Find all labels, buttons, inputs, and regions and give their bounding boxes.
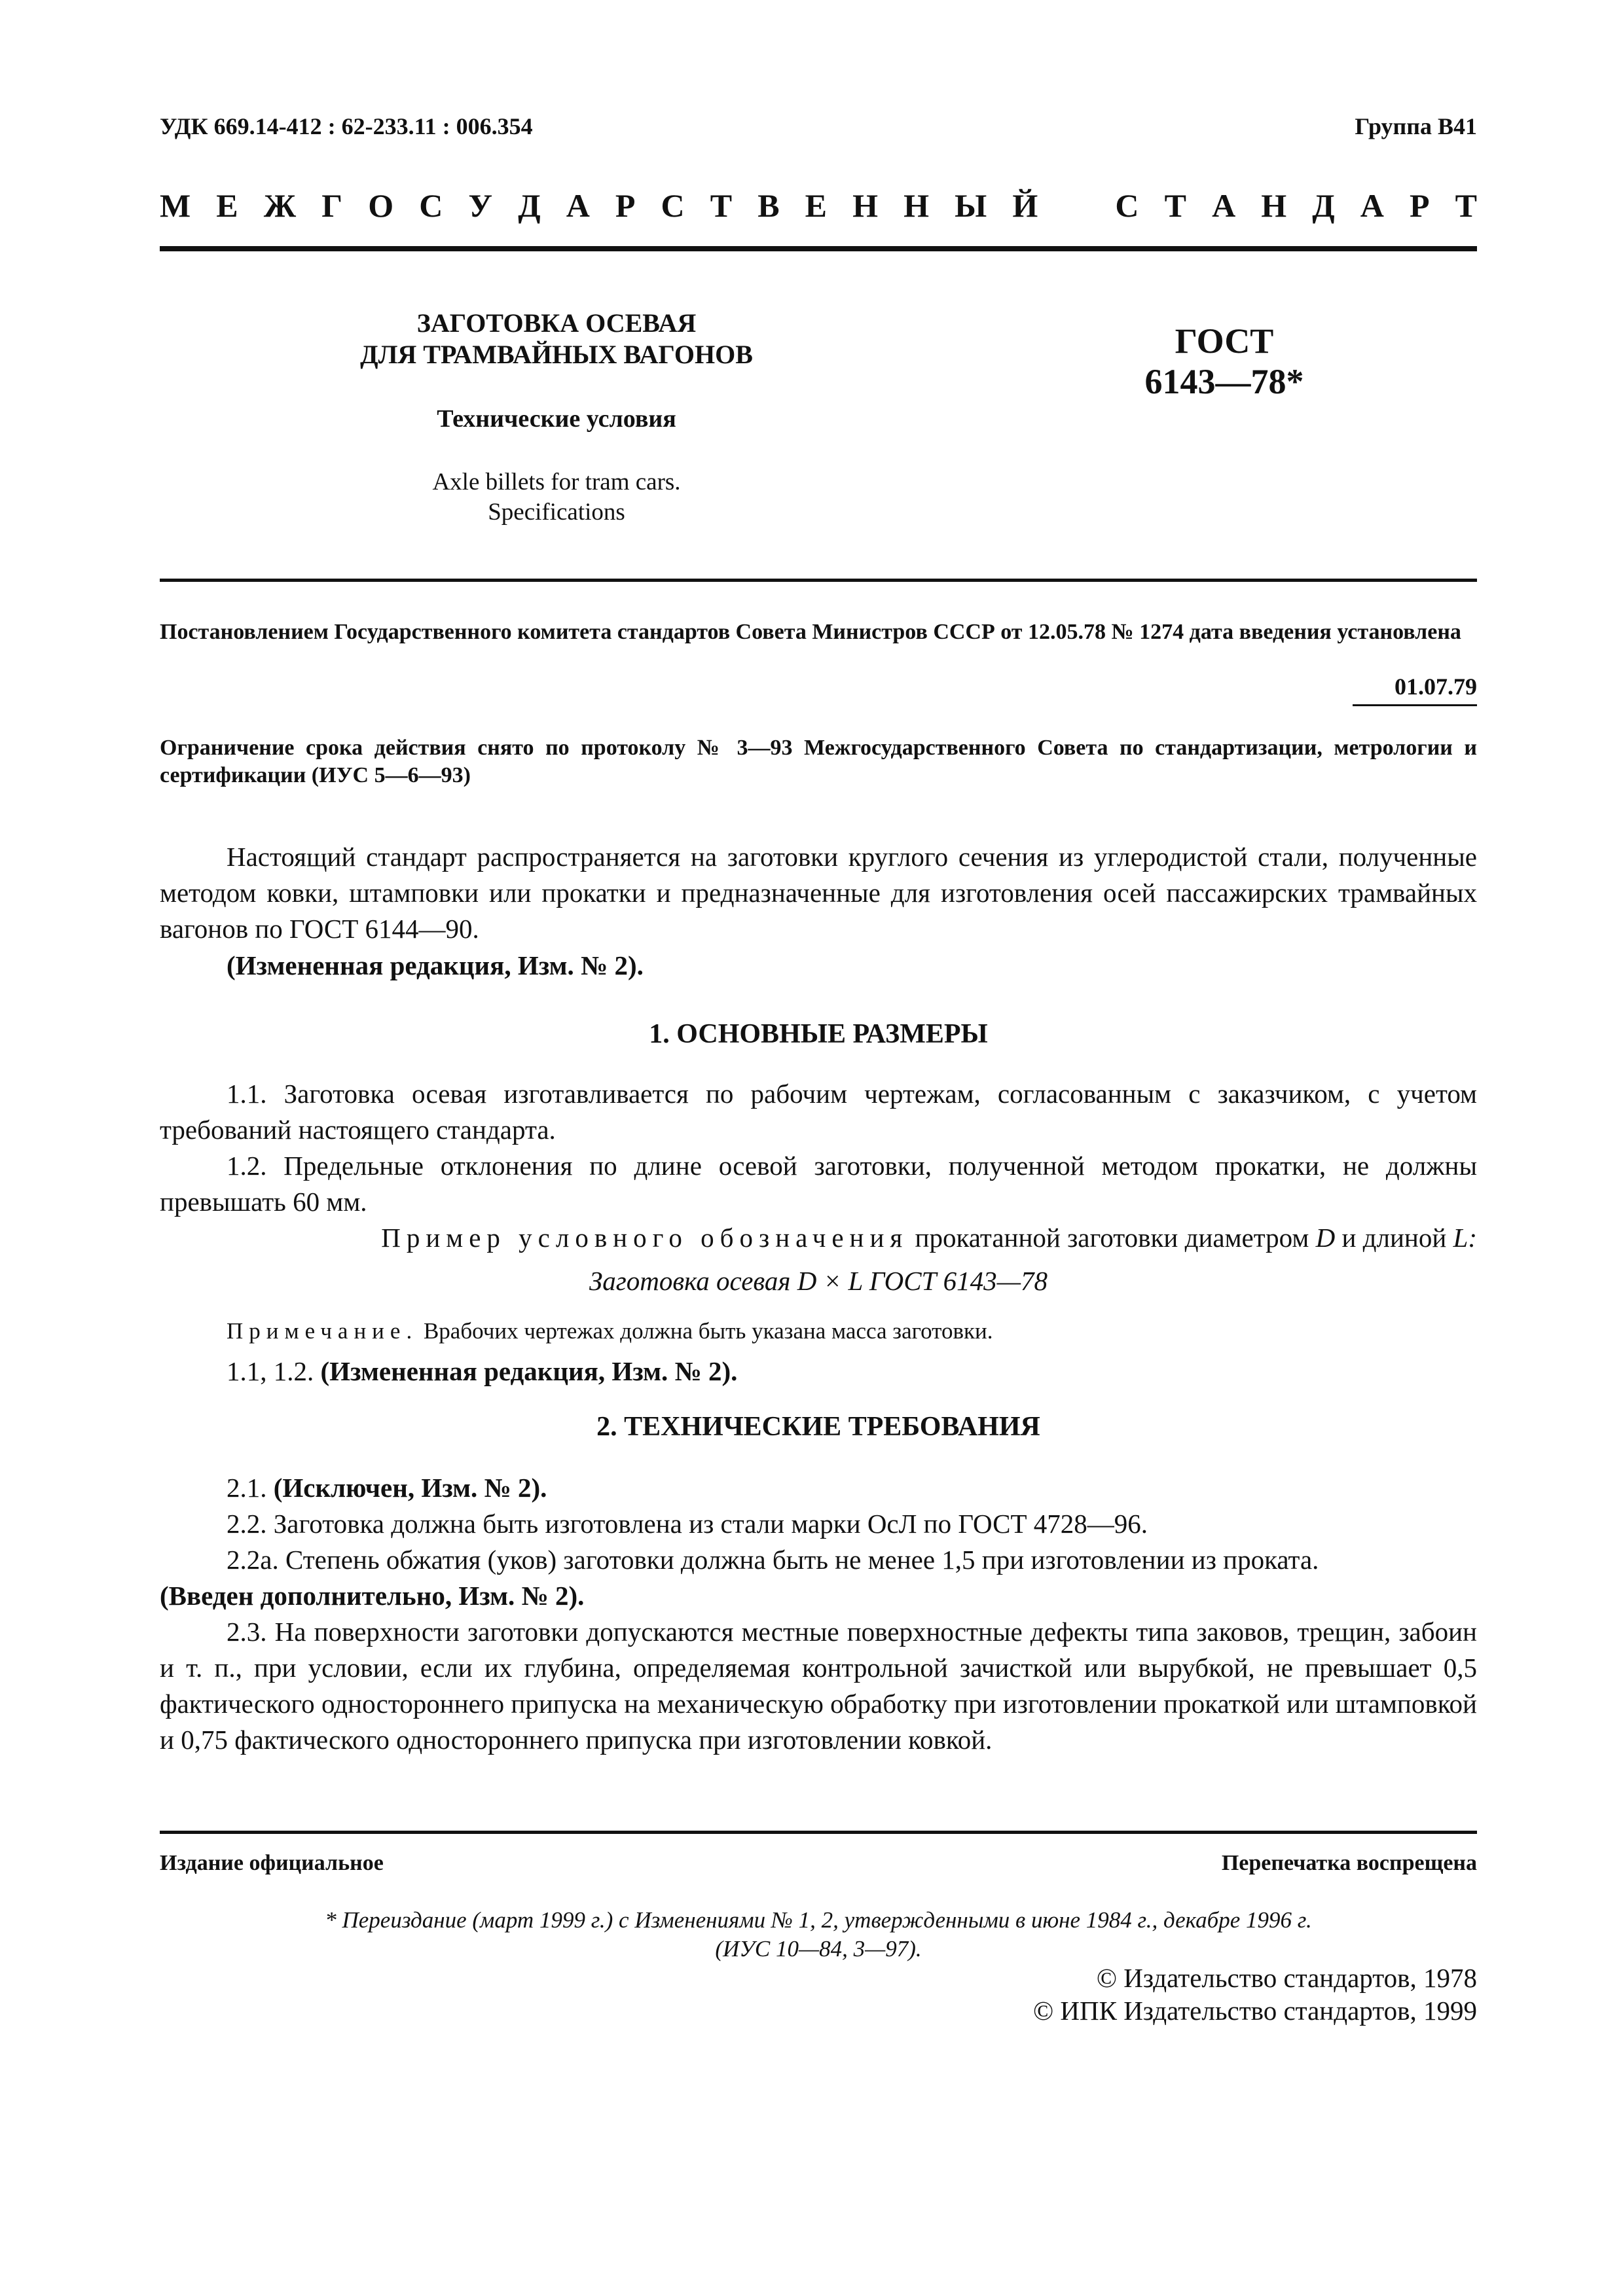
banner-letter: Д <box>1312 187 1335 224</box>
banner-letter: Е <box>216 187 238 224</box>
copyright-1999: © ИПК Издательство стандартов, 1999 <box>1032 1996 1477 2026</box>
group-code: Группа В41 <box>1355 113 1477 139</box>
example-and: и длиной <box>1341 1223 1447 1253</box>
designation-formula: Заготовка осевая D × L ГОСТ 6143—78 <box>589 1266 1048 1296</box>
gost-number <box>1074 321 1375 402</box>
banner-letter: Н <box>1261 187 1287 224</box>
banner-letter: Н <box>903 187 930 224</box>
subtitle: Технические условия <box>437 405 676 433</box>
clause-2-1-text: (Исключен, Изм. № 2). <box>273 1473 547 1503</box>
amendment-text: (Измененная редакция, Изм. № 2). <box>320 1356 738 1386</box>
introduction-date <box>1395 673 1477 700</box>
banner-letter: С <box>661 187 685 224</box>
intro-amendment: (Измененная редакция, Изм. № 2). <box>227 950 644 980</box>
banner-letter: Й <box>1012 187 1038 224</box>
note <box>160 1313 1477 1349</box>
banner-letter: Ж <box>263 187 297 224</box>
title-line-2: ДЛЯ ТРАМВАЙНЫХ ВАГОНОВ <box>360 340 753 369</box>
clause-2-2a: 2.2а. Степень обжатия (уков) заготовки должна быть не менее 1,5 при изготовлении из проката. <box>227 1545 1319 1575</box>
udk-code: УДК 669.14-412 : 62-233.11 : 006.354 <box>160 113 533 139</box>
clause-1-1: 1.1. Заготовка осевая изготавливается по рабочим чертежам, согласованным с заказчиком, с учетом требований настоящего стандарта. <box>160 1079 1477 1145</box>
banner-letter: Р <box>1409 187 1430 224</box>
section-1-title: 1. ОСНОВНЫЕ РАЗМЕРЫ <box>649 1019 988 1049</box>
footer-rule <box>160 1831 1477 1834</box>
example-d: D <box>1315 1223 1336 1253</box>
reprint-forbidden: Перепечатка воспрещена <box>1221 1851 1477 1875</box>
banner-letter: Д <box>518 187 541 224</box>
banner-letter: С <box>1115 187 1139 224</box>
banner-letter: М <box>160 187 191 224</box>
section-2-title: 2. ТЕХНИЧЕСКИЕ ТРЕБОВАНИЯ <box>596 1412 1040 1442</box>
note-label: Примечание. <box>227 1318 418 1344</box>
banner-letter: А <box>566 187 590 224</box>
intro-paragraph: Настоящий стандарт распространяется на заготовки круглого сечения из углеродистой стали, полученные методом ковки, штамповки или прокатки и предназначенные для изготовления осей пассажирских трамвайных вагонов по ГОСТ 6144—90. <box>160 842 1477 944</box>
title-line-1: ЗАГОТОВКА ОСЕВАЯ <box>416 308 697 338</box>
introduction-date-value: 01.07.79 <box>1395 673 1477 700</box>
clause-1-2: 1.2. Предельные отклонения по длине осевой заготовки, полученной методом прокатки, не должны превышать 60 мм. <box>160 1151 1477 1217</box>
banner-letter: Н <box>852 187 879 224</box>
banner-letter: Т <box>1164 187 1186 224</box>
banner-letter: У <box>468 187 493 224</box>
reissue-line-2: (ИУС 10—84, 3—97). <box>715 1936 922 1962</box>
clause-2-2a-amendment: (Введен дополнительно, Изм. № 2). <box>160 1581 585 1611</box>
clause-2-1 <box>160 1470 1477 1506</box>
title-rule <box>160 579 1477 582</box>
example-l: L: <box>1453 1223 1477 1253</box>
banner-letter: О <box>368 187 394 224</box>
example-text: прокатанной заготовки диаметром <box>915 1223 1309 1253</box>
english-title-line-2: Specifications <box>488 499 625 526</box>
clause-2-3: 2.3. На поверхности заготовки допускаются местные поверхностные дефекты типа заковов, трещин, забоин и т. п., при условии, если их глубина, определяемая контрольной зачисткой или вырубкой, не превышает 0,5 фактического одностороннего припуска на механическую обработку при изготовлении прокаткой или штамповкой и 0,75 фактического одностороннего припуска при изготовлении ковкой. <box>160 1617 1477 1755</box>
date-underline <box>1353 704 1477 706</box>
designation-example <box>160 1220 1477 1256</box>
english-title-line-1: Axle billets for tram cars. <box>432 469 681 495</box>
banner-rule <box>160 246 1477 251</box>
banner-letter: Ы <box>955 187 987 224</box>
banner-letter: Т <box>1455 187 1477 224</box>
amendment-clauses: 1.1, 1.2. <box>227 1356 314 1386</box>
section-1-amendment <box>160 1354 1477 1390</box>
banner-letter: Г <box>321 187 343 224</box>
banner-letter: Р <box>615 187 636 224</box>
official-edition: Издание официальное <box>160 1851 384 1875</box>
banner-word-gap <box>1063 187 1089 224</box>
copyright-1978: © Издательство стандартов, 1978 <box>1096 1963 1477 1993</box>
banner-letter: Т <box>710 187 733 224</box>
clause-2-1-number: 2.1. <box>227 1473 267 1503</box>
limitation-text: Ограничение срока действия снято по протоколу № 3—93 Межгосударственного Совета по стандартизации, метрологии и сертификации (ИУС 5—6—93) <box>160 736 1477 787</box>
title-block <box>249 308 864 528</box>
banner-letter: В <box>757 187 780 224</box>
reissue-line-1: * Переиздание (март 1999 г.) с Изменениями № 1, 2, утвержденными в июне 1984 г., декабре 1996 г. <box>325 1907 1312 1933</box>
banner-letter: Е <box>805 187 828 224</box>
example-label: Пример условного обозначения <box>381 1223 909 1253</box>
note-text: Врабочих чертежах должна быть указана масса заготовки. <box>423 1318 993 1344</box>
banner-letter: А <box>1212 187 1236 224</box>
gost-label: ГОСТ <box>1175 321 1274 361</box>
reissue-note <box>160 1906 1477 1964</box>
decree-text: Постановлением Государственного комитета стандартов Совета Министров СССР от 12.05.78 № 1274 дата введения установлена <box>160 620 1461 644</box>
gost-code: 6143—78* <box>1144 362 1304 401</box>
banner-letter: С <box>419 187 443 224</box>
clause-2-2: 2.2. Заготовка должна быть изготовлена из стали марки ОсЛ по ГОСТ 4728—96. <box>227 1509 1148 1539</box>
copyright <box>1033 1962 1477 2027</box>
standard-banner <box>160 187 1477 224</box>
banner-letter: А <box>1360 187 1384 224</box>
